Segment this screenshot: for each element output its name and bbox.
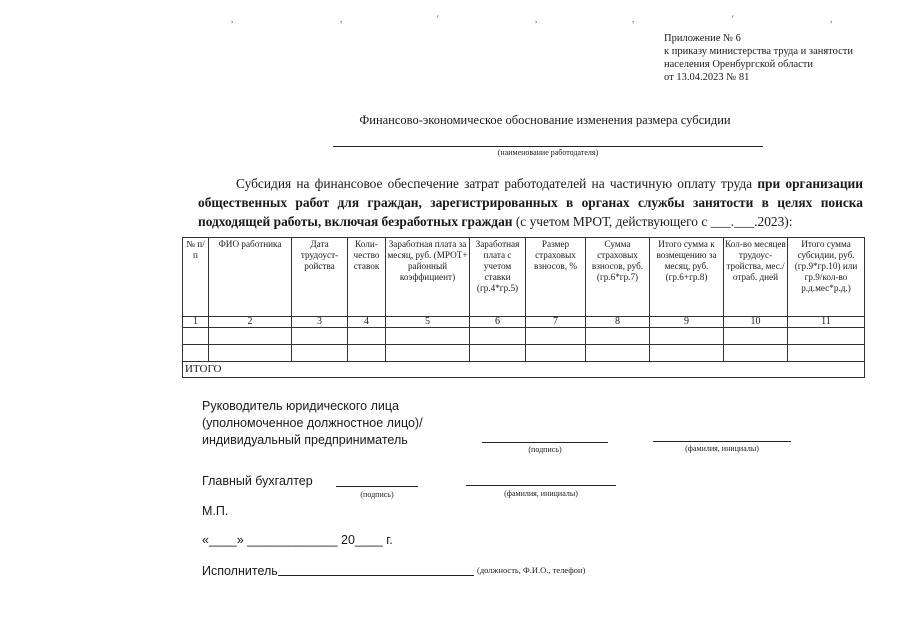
table-total-row — [183, 362, 865, 378]
table-cell[interactable] — [650, 345, 724, 362]
date-line[interactable]: «____» _____________ 20____ г. — [202, 533, 393, 547]
table-cell[interactable] — [386, 345, 470, 362]
head-signature-hint: (подпись) — [528, 445, 562, 454]
head-name-hint: (фамилия, инициалы) — [685, 444, 759, 453]
table-cell[interactable] — [348, 345, 386, 362]
accountant-label: Главный бухгалтер — [202, 474, 313, 488]
employer-name-line — [333, 146, 763, 147]
table-cell[interactable] — [183, 345, 209, 362]
table-header-cell: Дата трудоуст-ройства — [292, 238, 348, 317]
table-header-cell: Заработная плата за месяц, руб. (МРОТ+ районный коэффициент) — [386, 238, 470, 317]
column-number: 11 — [788, 317, 865, 328]
executor-line[interactable] — [278, 575, 474, 576]
head-title-block — [202, 398, 423, 449]
table-cell[interactable] — [386, 328, 470, 345]
table-header-row — [183, 238, 865, 317]
total-label: ИТОГО — [183, 362, 865, 378]
table-cell[interactable] — [724, 328, 788, 345]
employer-name-hint: (наименование работодателя) — [497, 148, 599, 157]
table-cell[interactable] — [788, 328, 865, 345]
head-name-line[interactable] — [653, 441, 791, 442]
table-cell[interactable] — [470, 345, 526, 362]
table-cell[interactable] — [470, 328, 526, 345]
table-cell[interactable] — [183, 328, 209, 345]
table-cell[interactable] — [650, 328, 724, 345]
table-cell[interactable] — [724, 345, 788, 362]
table-header-cell: Сумма страховых взносов, руб. (гр.6*гр.7) — [586, 238, 650, 317]
table-cell[interactable] — [586, 345, 650, 362]
appendix-line-1: Приложение № 6 — [664, 33, 741, 44]
table-header-cell: Кол-во месяцев трудоус-тройства, мес./отраб. дней — [724, 238, 788, 317]
accountant-name-line[interactable] — [466, 485, 616, 486]
table-cell[interactable] — [209, 328, 292, 345]
column-number: 3 — [292, 317, 348, 328]
subsidy-table — [182, 237, 865, 378]
head-title-line-3: индивидуальный предприниматель — [202, 433, 408, 447]
column-number: 6 — [470, 317, 526, 328]
table-cell[interactable] — [788, 345, 865, 362]
table-cell[interactable] — [209, 345, 292, 362]
column-number: 2 — [209, 317, 292, 328]
table-cell[interactable] — [292, 328, 348, 345]
column-number: 5 — [386, 317, 470, 328]
subsidy-paragraph — [198, 174, 863, 231]
column-number: 10 — [724, 317, 788, 328]
accountant-name-hint: (фамилия, инициалы) — [504, 489, 578, 498]
appendix-line-3: населения Оренбургской области — [664, 59, 814, 70]
column-number: 4 — [348, 317, 386, 328]
table-cell[interactable] — [348, 328, 386, 345]
accountant-signature-hint: (подпись) — [360, 490, 394, 499]
table-row — [183, 345, 865, 362]
table-header-cell: № п/п — [183, 238, 209, 317]
appendix-block — [664, 32, 853, 84]
table-header-cell: ФИО работника — [209, 238, 292, 317]
head-title-line-1: Руководитель юридического лица — [202, 399, 399, 413]
table-header-cell: Итого сумма субсидии, руб. (гр.9*гр.10) или гр.9/кол-во р.д.мес*р.д.) — [788, 238, 865, 317]
table-cell[interactable] — [526, 328, 586, 345]
table-cell[interactable] — [292, 345, 348, 362]
column-number: 8 — [586, 317, 650, 328]
executor-label: Исполнитель — [202, 564, 278, 578]
paragraph-part-1: Субсидия на финансовое обеспечение затрат работодателей на частичную оплату труда — [236, 176, 758, 191]
table-number-row — [183, 317, 865, 328]
table-header-cell: Итого сумма к возмещению за месяц, руб. (гр.6+гр.8) — [650, 238, 724, 317]
table-header-cell: Заработная плата с учетом ставки (гр.4*гр.5) — [470, 238, 526, 317]
table-row — [183, 328, 865, 345]
executor-hint: (должность, Ф.И.О., телефон) — [477, 565, 586, 575]
column-number: 1 — [183, 317, 209, 328]
head-title-line-2: (уполномоченное должностное лицо)/ — [202, 416, 423, 430]
appendix-line-4: от 13.04.2023 № 81 — [664, 72, 750, 83]
column-number: 7 — [526, 317, 586, 328]
seal-label: М.П. — [202, 504, 229, 518]
accountant-signature-line[interactable] — [336, 486, 418, 487]
paragraph-part-2: при организации общественных работ для граждан, зарегистрированных в органах службы занятости в целях поиска подходящей работы, включая безработных граждан — [198, 176, 863, 229]
column-number: 9 — [650, 317, 724, 328]
document-title: Финансово-экономическое обоснование изменения размера субсидии — [359, 113, 731, 127]
table-cell[interactable] — [586, 328, 650, 345]
table-cell[interactable] — [526, 345, 586, 362]
table-header-cell: Размер страховых взносов, % — [526, 238, 586, 317]
appendix-line-2: к приказу министерства труда и занятости — [664, 46, 854, 57]
table-header-cell: Коли-чество ставок — [348, 238, 386, 317]
head-signature-line[interactable] — [482, 442, 608, 443]
paragraph-part-3: (с учетом МРОТ, действующего с ___.___.2023): — [512, 214, 793, 229]
